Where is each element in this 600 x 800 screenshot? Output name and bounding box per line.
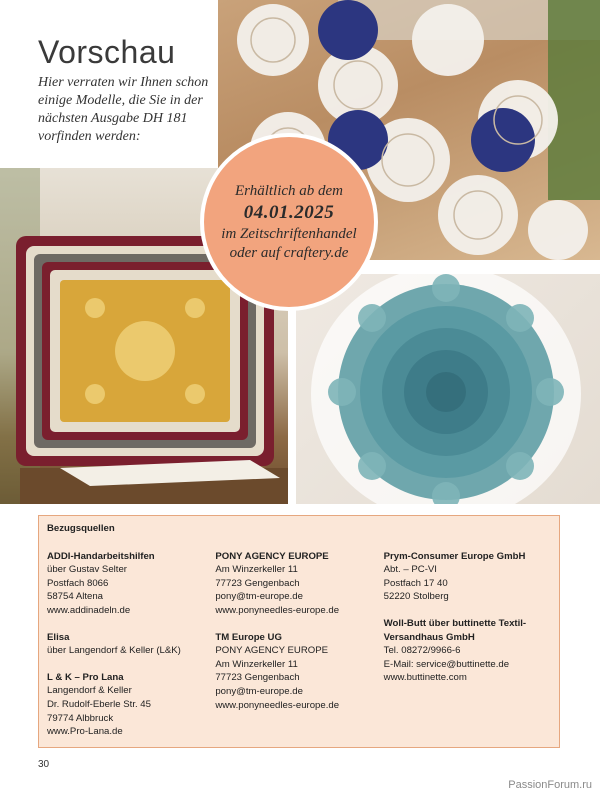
source-email[interactable]: pony@tm-europe.de <box>215 685 303 697</box>
source-name: Woll-Butt über buttinette Textil-Versandhaus GmbH <box>383 617 527 643</box>
source-line: Tel. 08272/9966-6 <box>383 645 461 657</box>
source-email[interactable]: E-Mail: service@buttinette.de <box>383 658 510 670</box>
source-line: Abt. – PC-VI <box>383 564 437 576</box>
source-link[interactable]: www.ponyneedles-europe.de <box>215 699 340 711</box>
source-link[interactable]: www.Pro-Lana.de <box>47 726 123 738</box>
source-name: ADDI-Handarbeitshilfen <box>47 550 155 562</box>
source-name: L & K – Pro Lana <box>47 671 124 683</box>
source-entry <box>215 550 383 618</box>
source-line: Dr. Rudolf-Eberle Str. 45 <box>47 698 151 710</box>
source-entry <box>215 631 383 713</box>
watermark: PassionForum.ru <box>508 779 592 791</box>
source-line: Postfach 17 40 <box>383 577 448 589</box>
source-line: Postfach 8066 <box>47 577 109 589</box>
source-line: Am Winzerkeller 11 <box>215 564 298 576</box>
source-name: TM Europe UG <box>215 631 282 643</box>
source-link[interactable]: www.buttinette.com <box>383 672 467 684</box>
source-email[interactable]: pony@tm-europe.de <box>215 591 303 603</box>
source-line: 79774 Albbruck <box>47 712 114 724</box>
intro-text: Hier verraten wir Ihnen schon einige Modelle, die Sie in der nächsten Ausgabe DH 181 vorfinden werden: <box>38 75 209 144</box>
source-entry <box>47 550 215 618</box>
sources-column-3 <box>384 550 551 752</box>
source-line: 77723 Gengenbach <box>215 672 300 684</box>
badge-line-newsstand: im Zeitschriftenhandel <box>221 225 357 242</box>
page-number: 30 <box>38 759 50 770</box>
availability-badge <box>200 133 378 311</box>
page-title: Vorschau <box>38 34 176 70</box>
source-line: 52220 Stolberg <box>383 591 449 603</box>
badge-line-online: oder auf craftery.de <box>229 244 349 261</box>
source-entry <box>384 617 551 685</box>
source-line: Am Winzerkeller 11 <box>215 658 298 670</box>
sources-column-1 <box>47 550 215 752</box>
source-link[interactable]: www.addinadeln.de <box>47 604 131 616</box>
source-name: Elisa <box>47 631 70 643</box>
source-name: Prym-Consumer Europe GmbH <box>383 550 526 562</box>
source-line: über Langendorf & Keller (L&K) <box>47 645 181 657</box>
source-name: PONY AGENCY EUROPE <box>215 550 329 562</box>
dahlia-illustration <box>296 274 600 504</box>
source-entry <box>47 631 215 658</box>
sources-column-2 <box>215 550 383 752</box>
source-link[interactable]: www.ponyneedles-europe.de <box>215 604 340 616</box>
source-line: PONY AGENCY EUROPE <box>215 645 329 657</box>
source-line: Langendorf & Keller <box>47 685 132 697</box>
badge-date: 04.01.2025 <box>243 201 335 223</box>
source-entry <box>384 550 551 604</box>
photo-dahlia-doily <box>296 274 600 504</box>
sources-box <box>38 515 560 748</box>
source-entry <box>47 671 215 739</box>
source-line: 58754 Altena <box>47 591 104 603</box>
source-line: 77723 Gengenbach <box>215 577 300 589</box>
badge-line-available: Erhältlich ab dem <box>234 182 344 199</box>
sources-heading: Bezugsquellen <box>47 523 115 534</box>
source-line: über Gustav Selter <box>47 564 127 576</box>
